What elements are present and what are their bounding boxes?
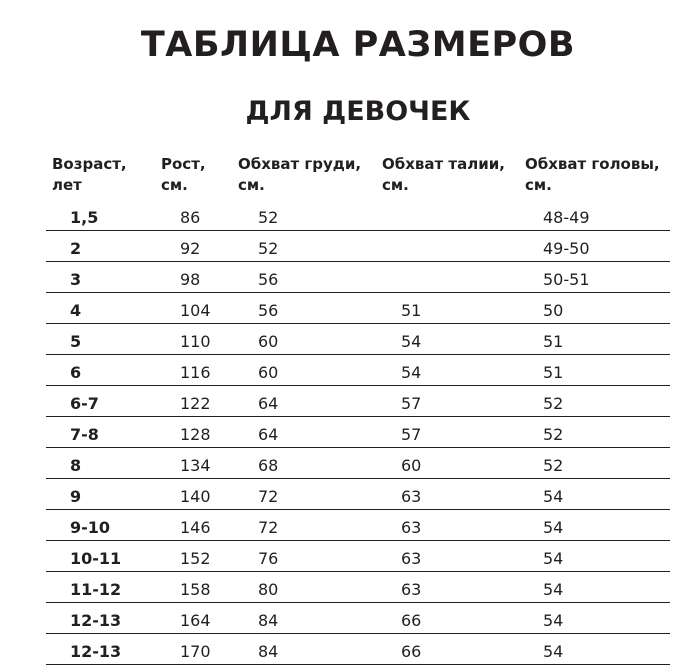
cell-waist: 66 [401, 611, 422, 630]
cell-chest: 52 [258, 208, 279, 227]
cell-head: 54 [543, 487, 564, 506]
cell-head: 54 [543, 642, 564, 661]
cell-age: 11-12 [70, 580, 122, 599]
header-waist-line2: см. [382, 176, 409, 194]
table-row [46, 324, 670, 355]
cell-height: 152 [180, 549, 211, 568]
cell-head: 49-50 [543, 239, 590, 258]
cell-height: 146 [180, 518, 211, 537]
cell-chest: 52 [258, 239, 279, 258]
cell-age: 9-10 [70, 518, 111, 537]
cell-waist: 63 [401, 549, 422, 568]
cell-age: 12-13 [70, 611, 122, 630]
cell-height: 170 [180, 642, 211, 661]
table-row [46, 262, 670, 293]
cell-height: 92 [180, 239, 201, 258]
cell-height: 140 [180, 487, 211, 506]
cell-age: 6 [70, 363, 82, 382]
cell-age: 9 [70, 487, 82, 506]
table-row [46, 510, 670, 541]
cell-head: 52 [543, 425, 564, 444]
table-row [46, 572, 670, 603]
page-title: ТАБЛИЦА РАЗМЕРОВ [140, 25, 576, 65]
cell-height: 110 [180, 332, 211, 351]
cell-head: 54 [543, 580, 564, 599]
header-head-line1: Обхват головы, [525, 155, 660, 173]
table-row [46, 417, 670, 448]
cell-height: 122 [180, 394, 211, 413]
cell-head: 51 [543, 332, 564, 351]
table-row [46, 293, 670, 324]
table-row [46, 448, 670, 479]
page-subtitle: ДЛЯ ДЕВОЧЕК [245, 96, 471, 127]
cell-chest: 68 [258, 456, 279, 475]
header-height [161, 154, 206, 196]
cell-waist: 63 [401, 487, 422, 506]
cell-height: 134 [180, 456, 211, 475]
cell-head: 50-51 [543, 270, 590, 289]
table-row [46, 231, 670, 262]
table-row [46, 355, 670, 386]
cell-height: 116 [180, 363, 211, 382]
header-chest-line1: Обхват груди, [238, 155, 362, 173]
cell-age: 10-11 [70, 549, 122, 568]
cell-chest: 60 [258, 332, 279, 351]
cell-head: 52 [543, 456, 564, 475]
cell-waist: 54 [401, 363, 422, 382]
cell-age: 7-8 [70, 425, 99, 444]
cell-waist: 60 [401, 456, 422, 475]
header-age-line2: лет [52, 176, 82, 194]
table-row [46, 634, 670, 665]
cell-chest: 76 [258, 549, 279, 568]
cell-chest: 84 [258, 611, 279, 630]
cell-age: 8 [70, 456, 82, 475]
cell-waist: 63 [401, 518, 422, 537]
cell-age: 1,5 [70, 208, 99, 227]
header-head [525, 154, 660, 196]
cell-head: 48-49 [543, 208, 590, 227]
cell-chest: 84 [258, 642, 279, 661]
cell-head: 54 [543, 518, 564, 537]
cell-head: 54 [543, 611, 564, 630]
header-chest-line2: см. [238, 176, 265, 194]
cell-chest: 56 [258, 301, 279, 320]
cell-height: 158 [180, 580, 211, 599]
cell-chest: 80 [258, 580, 279, 599]
cell-waist: 66 [401, 642, 422, 661]
header-waist [382, 154, 505, 196]
cell-age: 3 [70, 270, 82, 289]
table-row [46, 200, 670, 231]
cell-chest: 64 [258, 394, 279, 413]
header-head-line2: см. [525, 176, 552, 194]
table-row [46, 603, 670, 634]
cell-waist: 57 [401, 394, 422, 413]
table-row [46, 479, 670, 510]
cell-chest: 60 [258, 363, 279, 382]
header-age-line1: Возраст, [52, 155, 127, 173]
cell-height: 86 [180, 208, 201, 227]
cell-waist: 54 [401, 332, 422, 351]
header-height-line1: Рост, [161, 155, 206, 173]
cell-age: 6-7 [70, 394, 99, 413]
table-row [46, 386, 670, 417]
cell-height: 164 [180, 611, 211, 630]
cell-head: 50 [543, 301, 564, 320]
cell-age: 4 [70, 301, 82, 320]
cell-age: 12-13 [70, 642, 122, 661]
cell-chest: 72 [258, 518, 279, 537]
table-row [46, 541, 670, 572]
cell-height: 98 [180, 270, 201, 289]
cell-chest: 64 [258, 425, 279, 444]
header-height-line2: см. [161, 176, 188, 194]
cell-waist: 51 [401, 301, 422, 320]
cell-height: 104 [180, 301, 211, 320]
header-chest [238, 154, 361, 196]
cell-waist: 63 [401, 580, 422, 599]
cell-head: 52 [543, 394, 564, 413]
cell-chest: 72 [258, 487, 279, 506]
cell-waist: 57 [401, 425, 422, 444]
header-waist-line1: Обхват талии, [382, 155, 505, 173]
cell-head: 54 [543, 549, 564, 568]
cell-age: 5 [70, 332, 82, 351]
cell-age: 2 [70, 239, 82, 258]
cell-height: 128 [180, 425, 211, 444]
header-age [52, 154, 127, 196]
cell-chest: 56 [258, 270, 279, 289]
cell-head: 51 [543, 363, 564, 382]
